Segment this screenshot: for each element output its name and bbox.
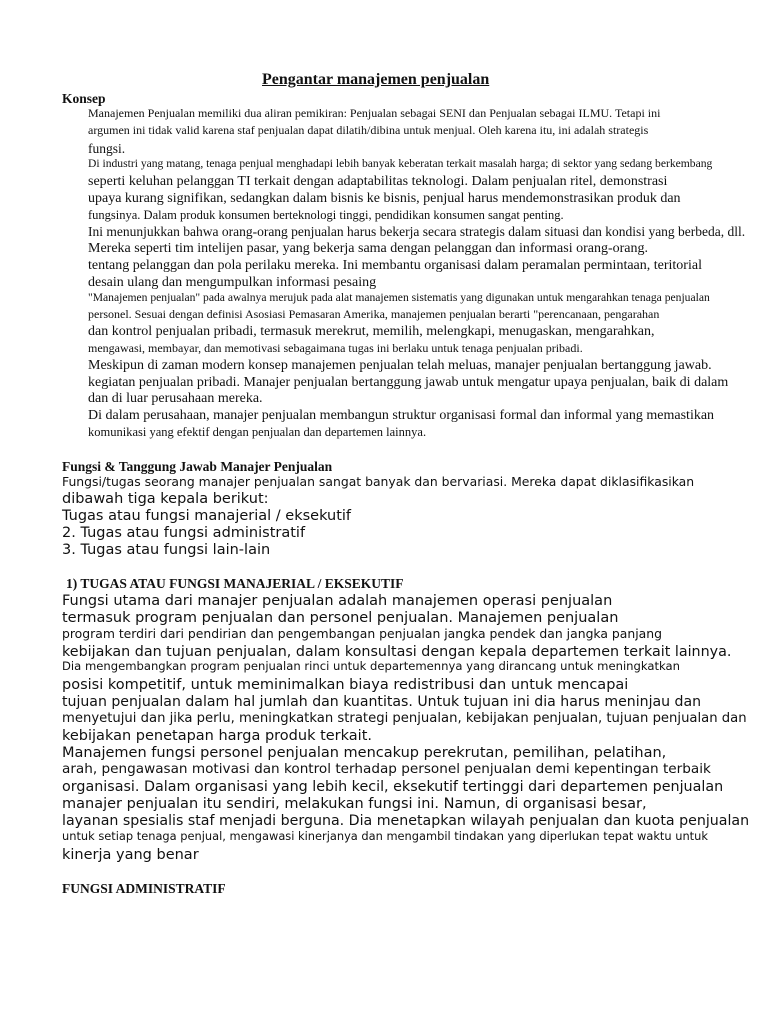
document-title: Pengantar manajemen penjualan bbox=[262, 71, 490, 88]
manajerial-line: manajer penjualan itu sendiri, melakukan fungsi ini. Namun, di organisasi besar, bbox=[62, 796, 647, 812]
konsep-line: Meskipun di zaman modern konsep manajemen penjualan telah meluas, manajer penjualan bertanggung jawab. bbox=[88, 358, 712, 373]
konsep-line: desain ulang dan mengumpulkan informasi pesaing bbox=[88, 275, 377, 290]
konsep-line: Di dalam perusahaan, manajer penjualan membangun struktur organisasi formal dan informal yang memastikan bbox=[88, 408, 715, 423]
konsep-line: upaya kurang signifikan, sedangkan dalam bisnis ke bisnis, penjual harus mendemonstrasikan produk dan bbox=[88, 191, 681, 206]
section-heading-administratif: FUNGSI ADMINISTRATIF bbox=[62, 881, 226, 896]
manajerial-line: termasuk program penjualan dan personel penjualan. Manajemen penjualan bbox=[62, 610, 619, 626]
fungsi-list-item: 2. Tugas atau fungsi administratif bbox=[62, 525, 306, 541]
section-heading-fungsi: Fungsi & Tanggung Jawab Manajer Penjualan bbox=[62, 459, 333, 474]
manajerial-line: menyetujui dan jika perlu, meningkatkan strategi penjualan, kebijakan penjualan, tujuan penjualan dan bbox=[62, 711, 747, 726]
konsep-line: seperti keluhan pelanggan TI terkait dengan adaptabilitas teknologi. Dalam penjualan ritel, demonstrasi bbox=[88, 174, 668, 189]
fungsi-list-item: 3. Tugas atau fungsi lain-lain bbox=[62, 542, 271, 558]
manajerial-line: Manajemen fungsi personel penjualan mencakup perekrutan, pemilihan, pelatihan, bbox=[62, 745, 667, 761]
manajerial-line: program terdiri dari pendirian dan pengembangan penjualan jangka pendek dan jangka panjang bbox=[62, 626, 662, 641]
fungsi-line: Fungsi/tugas seorang manajer penjualan sangat banyak dan bervariasi. Mereka dapat diklasifikasikan bbox=[62, 474, 695, 489]
konsep-line: argumen ini tidak valid karena staf penjualan dapat dilatih/dibina untuk menjual. Oleh karena itu, ini adalah strategis bbox=[88, 123, 649, 137]
konsep-line: Mereka seperti tim intelijen pasar, yang bekerja sama dengan pelanggan dan informasi orang-orang. bbox=[88, 241, 649, 256]
konsep-line: fungsinya. Dalam produk konsumen berteknologi tinggi, pendidikan konsumen sangat penting. bbox=[88, 208, 564, 222]
konsep-line: dan di luar perusahaan mereka. bbox=[88, 391, 263, 406]
manajerial-line: kebijakan penetapan harga produk terkait. bbox=[62, 728, 372, 744]
manajerial-line: untuk setiap tenaga penjual, mengawasi kinerjanya dan mengambil tindakan yang diperlukan tepat waktu untuk bbox=[62, 829, 708, 843]
konsep-line: Di industri yang matang, tenaga penjual menghadapi lebih banyak keberatan terkait masalah harga; di sektor yang sedang berkembang bbox=[88, 157, 713, 170]
manajerial-line: Fungsi utama dari manajer penjualan adalah manajemen operasi penjualan bbox=[62, 593, 613, 609]
fungsi-list-item: Tugas atau fungsi manajerial / eksekutif bbox=[62, 508, 352, 524]
section-heading-manajerial: 1) TUGAS ATAU FUNGSI MANAJERIAL / EKSEKUTIF bbox=[66, 576, 404, 591]
manajerial-line: kinerja yang benar bbox=[62, 847, 199, 863]
manajerial-line: kebijakan dan tujuan penjualan, dalam konsultasi dengan kepala departemen terkait lainnya. bbox=[62, 644, 732, 660]
konsep-line: "Manajemen penjualan" pada awalnya merujuk pada alat manajemen sistematis yang digunakan untuk mengarahkan tenaga penjualan bbox=[88, 291, 710, 304]
manajerial-line: posisi kompetitif, untuk meminimalkan biaya redistribusi dan untuk mencapai bbox=[62, 677, 629, 693]
manajerial-line: organisasi. Dalam organisasi yang lebih kecil, eksekutif tertinggi dari departemen penjualan bbox=[62, 779, 724, 795]
konsep-line: Ini menunjukkan bahwa orang-orang penjualan harus bekerja secara strategis dalam situasi dan kondisi yang berbeda, dll. bbox=[88, 224, 746, 239]
konsep-line: komunikasi yang efektif dengan penjualan dan departemen lainnya. bbox=[88, 425, 427, 439]
konsep-line: tentang pelanggan dan pola perilaku mereka. Ini membantu organisasi dalam peramalan permintaan, teritorial bbox=[88, 258, 702, 273]
manajerial-line: arah, pengawasan motivasi dan kontrol terhadap personel penjualan demi kepentingan terbaik bbox=[62, 761, 711, 777]
manajerial-line: Dia mengembangkan program penjualan rinci untuk departemennya yang dirancang untuk meningkatkan bbox=[62, 659, 680, 673]
fungsi-line: dibawah tiga kepala berikut: bbox=[62, 491, 269, 507]
section-heading-konsep: Konsep bbox=[62, 91, 106, 106]
manajerial-line: tujuan penjualan dalam hal jumlah dan kuantitas. Untuk tujuan ini dia harus meninjau dan bbox=[62, 694, 702, 710]
konsep-line: fungsi. bbox=[88, 141, 126, 156]
konsep-line: dan kontrol penjualan pribadi, termasuk merekrut, memilih, melengkapi, menugaskan, mengarahkan, bbox=[88, 324, 655, 339]
konsep-line: mengawasi, membayar, dan memotivasi sebagaimana tugas ini berlaku untuk tenaga penjualan pribadi. bbox=[88, 341, 583, 355]
konsep-line: Manajemen Penjualan memiliki dua aliran pemikiran: Penjualan sebagai SENI dan Penjualan sebagai ILMU. Tetapi ini bbox=[88, 106, 661, 120]
manajerial-line: layanan spesialis staf menjadi berguna. Dia menetapkan wilayah penjualan dan kuota penjualan bbox=[62, 813, 750, 829]
konsep-line: kegiatan penjualan pribadi. Manajer penjualan bertanggung jawab untuk mengatur upaya penjualan, baik di dalam bbox=[88, 375, 729, 390]
konsep-line: personel. Sesuai dengan definisi Asosiasi Pemasaran Amerika, manajemen penjualan berarti "perencanaan, pengarahan bbox=[88, 307, 660, 321]
